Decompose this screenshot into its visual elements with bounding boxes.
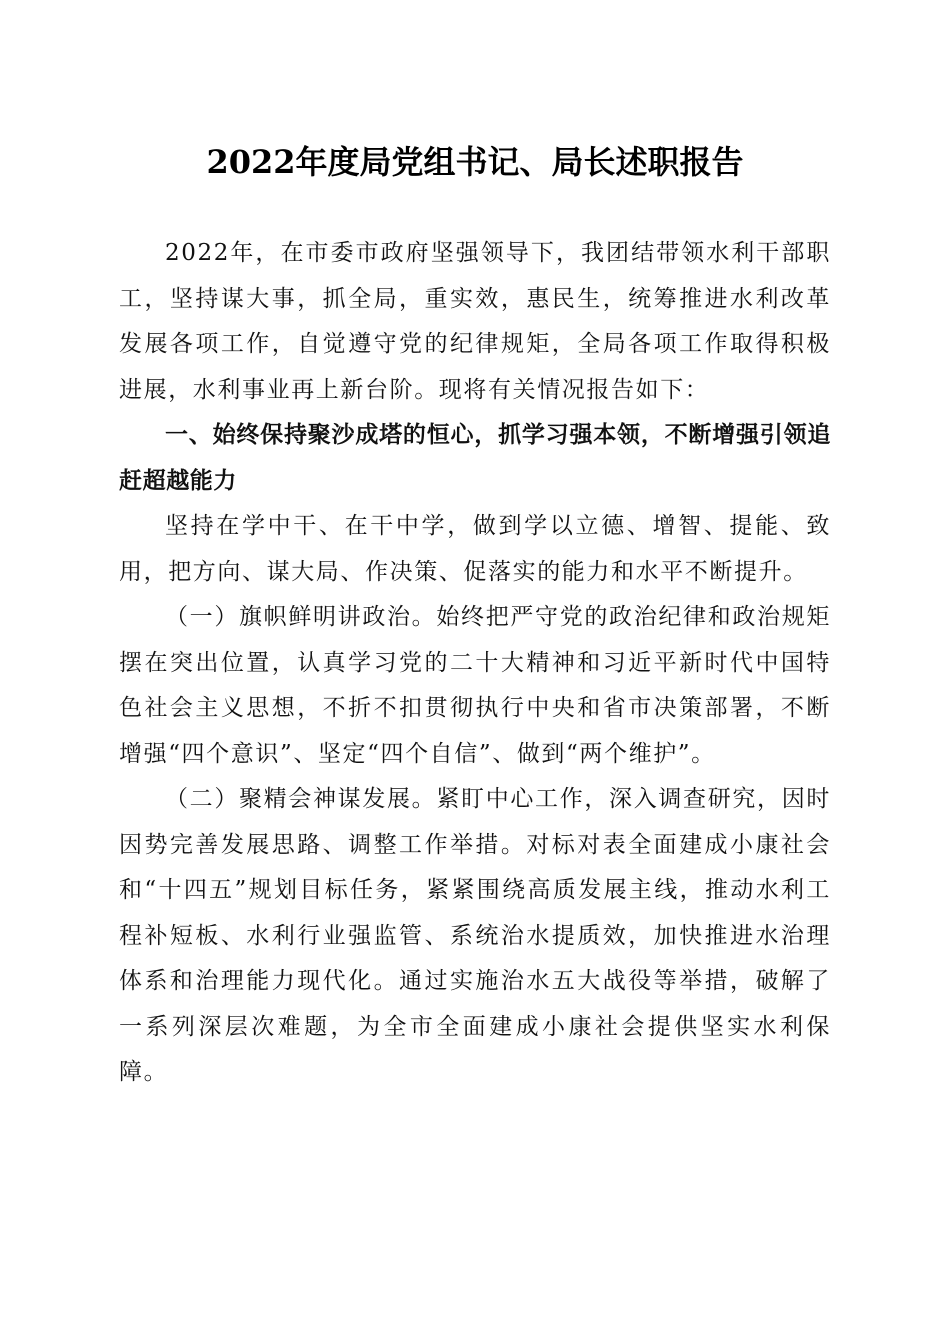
intro-paragraph: 2022年，在市委市政府坚强领导下，我团结带领水利干部职工，坚持谋大事，抓全局，重实效，惠民生，统筹推进水利改革发展各项工作，自觉遵守党的纪律规矩，全局各项工作取得积极进展，水利事业再上新台阶。现将有关情况报告如下： — [119, 240, 831, 403]
subsection-2-text: 紧盯中心工作，深入调查研究，因时因势完善发展思路、调整工作举措。对标对表全面建成小康社会和“十四五”规划目标任务，紧紧围绕高质发展主线，推动水利工程补短板、水利行业强监管、系统治水提质效，加快推进水治理体系和治理能力现代化。通过实施治水五大战役等举措，破解了一系列深层次难题，为全市全面建成小康社会提供坚实水利保障。 — [119, 786, 831, 1085]
subsection-2-lead: （二）聚精会神谋发展。 — [165, 786, 437, 812]
section-1-intro-paragraph: 坚持在学中干、在干中学，做到学以立德、增智、提能、致用，把方向、谋大局、作决策、促落实的能力和水平不断提升。 — [119, 513, 831, 585]
subsection-1-lead: （一）旗帜鲜明讲政治。 — [165, 604, 437, 630]
document-body — [119, 231, 831, 1096]
document-title: 2022年度局党组书记、局长述职报告 — [206, 143, 744, 181]
section-heading-1: 一、始终保持聚沙成塔的恒心，抓学习强本领，不断增强引领追赶超越能力 — [119, 422, 831, 494]
subsection-2-paragraph — [119, 777, 831, 1096]
subsection-1-text: 始终把严守党的政治纪律和政治规矩摆在突出位置，认真学习党的二十大精神和习近平新时代中国特色社会主义思想，不折不扣贯彻执行中央和省市决策部署，不断增强“四个意识”、坚定“四个自信”、做到“两个维护”。 — [119, 604, 831, 767]
subsection-1-paragraph — [119, 595, 831, 777]
